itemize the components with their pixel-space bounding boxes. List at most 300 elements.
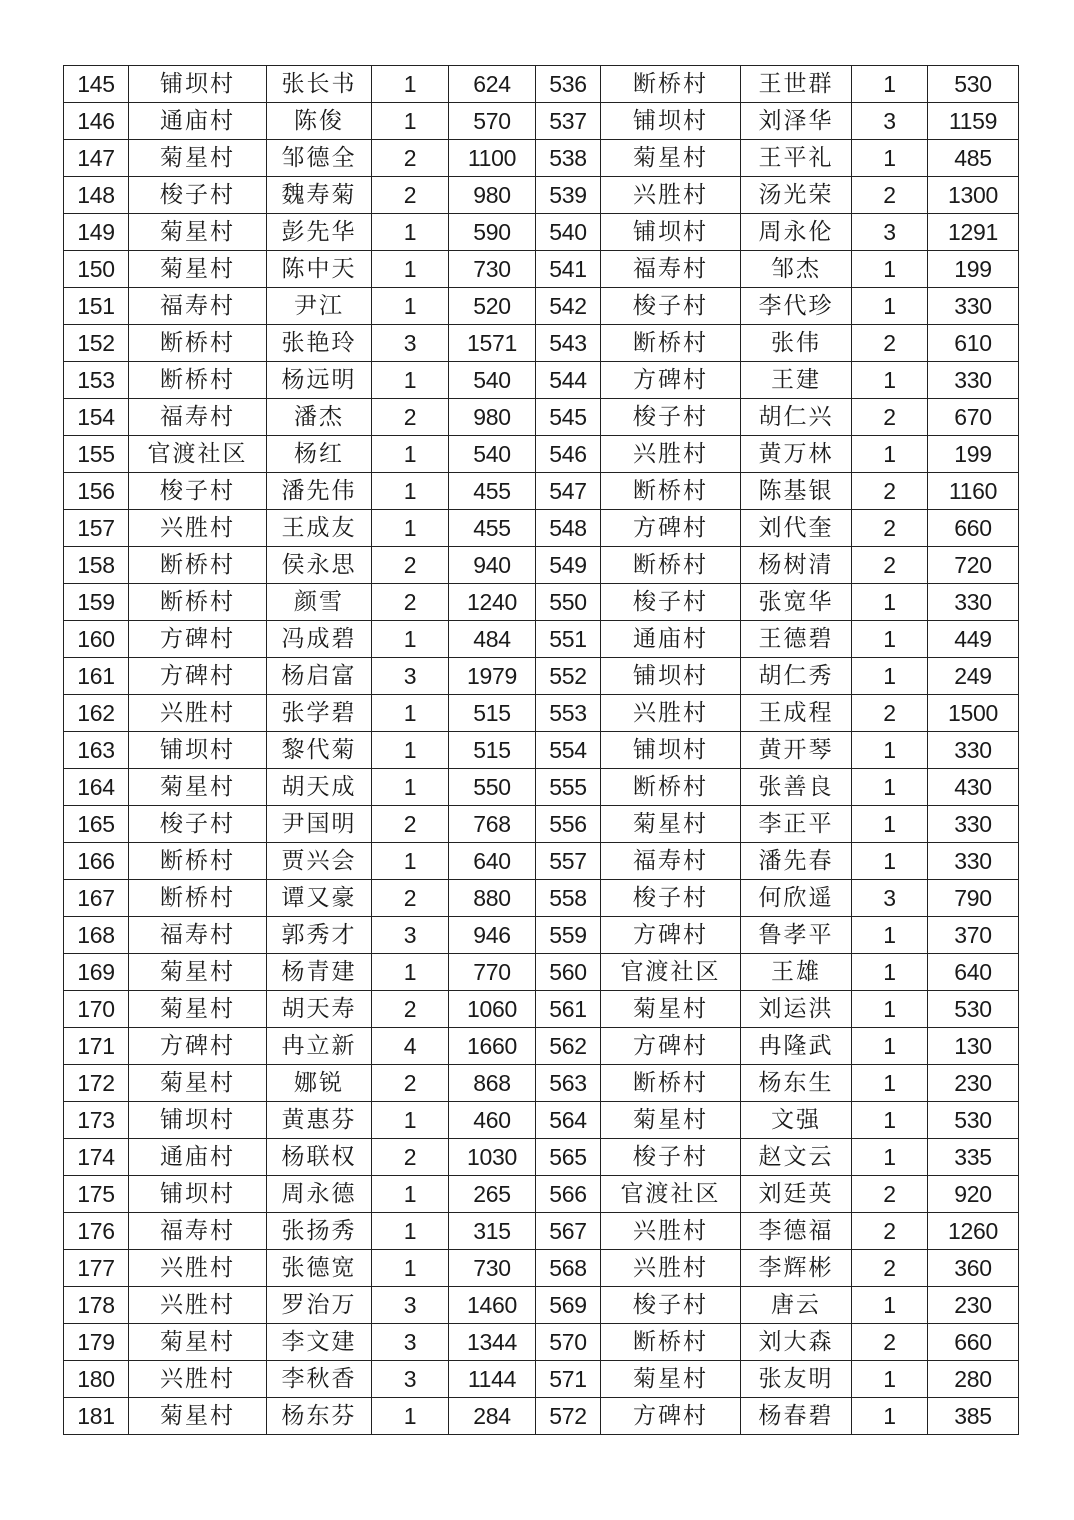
name-cell: 陈中天 bbox=[267, 251, 372, 288]
village-cell: 官渡社区 bbox=[129, 436, 267, 473]
household-count-cell: 1 bbox=[852, 140, 928, 177]
serial-cell: 549 bbox=[536, 547, 601, 584]
table-row bbox=[64, 325, 1019, 362]
name-cell: 潘杰 bbox=[267, 399, 372, 436]
table-row bbox=[64, 177, 1019, 214]
serial-cell: 181 bbox=[64, 1398, 129, 1435]
name-cell: 李代珍 bbox=[741, 288, 852, 325]
household-count-cell: 1 bbox=[852, 621, 928, 658]
amount-cell: 330 bbox=[928, 843, 1019, 880]
serial-cell: 162 bbox=[64, 695, 129, 732]
household-count-cell: 3 bbox=[372, 1287, 449, 1324]
name-cell: 王成友 bbox=[267, 510, 372, 547]
household-count-cell: 2 bbox=[372, 1065, 449, 1102]
village-cell: 铺坝村 bbox=[601, 103, 741, 140]
serial-cell: 562 bbox=[536, 1028, 601, 1065]
amount-cell: 1030 bbox=[449, 1139, 536, 1176]
village-cell: 梭子村 bbox=[129, 473, 267, 510]
table-row bbox=[64, 1287, 1019, 1324]
name-cell: 黄万林 bbox=[741, 436, 852, 473]
serial-cell: 178 bbox=[64, 1287, 129, 1324]
serial-cell: 561 bbox=[536, 991, 601, 1028]
amount-cell: 1571 bbox=[449, 325, 536, 362]
village-cell: 兴胜村 bbox=[601, 1213, 741, 1250]
serial-cell: 567 bbox=[536, 1213, 601, 1250]
name-cell: 李文建 bbox=[267, 1324, 372, 1361]
household-count-cell: 1 bbox=[852, 917, 928, 954]
household-count-cell: 2 bbox=[852, 1176, 928, 1213]
household-count-cell: 1 bbox=[852, 1139, 928, 1176]
amount-cell: 590 bbox=[449, 214, 536, 251]
household-count-cell: 1 bbox=[852, 954, 928, 991]
village-cell: 福寿村 bbox=[129, 288, 267, 325]
household-count-cell: 1 bbox=[372, 621, 449, 658]
serial-cell: 167 bbox=[64, 880, 129, 917]
village-cell: 方碑村 bbox=[129, 658, 267, 695]
name-cell: 张伟 bbox=[741, 325, 852, 362]
serial-cell: 147 bbox=[64, 140, 129, 177]
household-count-cell: 4 bbox=[372, 1028, 449, 1065]
name-cell: 彭先华 bbox=[267, 214, 372, 251]
serial-cell: 546 bbox=[536, 436, 601, 473]
household-count-cell: 1 bbox=[852, 732, 928, 769]
name-cell: 张宽华 bbox=[741, 584, 852, 621]
amount-cell: 730 bbox=[449, 1250, 536, 1287]
serial-cell: 176 bbox=[64, 1213, 129, 1250]
serial-cell: 152 bbox=[64, 325, 129, 362]
table-row bbox=[64, 1065, 1019, 1102]
village-cell: 断桥村 bbox=[601, 66, 741, 103]
amount-cell: 284 bbox=[449, 1398, 536, 1435]
serial-cell: 554 bbox=[536, 732, 601, 769]
serial-cell: 536 bbox=[536, 66, 601, 103]
household-count-cell: 1 bbox=[372, 473, 449, 510]
village-cell: 菊星村 bbox=[129, 214, 267, 251]
household-count-cell: 1 bbox=[852, 1287, 928, 1324]
amount-cell: 1144 bbox=[449, 1361, 536, 1398]
table-row bbox=[64, 991, 1019, 1028]
table-row bbox=[64, 436, 1019, 473]
village-cell: 铺坝村 bbox=[601, 658, 741, 695]
table-row bbox=[64, 1176, 1019, 1213]
household-count-cell: 1 bbox=[852, 436, 928, 473]
serial-cell: 161 bbox=[64, 658, 129, 695]
household-count-cell: 2 bbox=[372, 140, 449, 177]
amount-cell: 660 bbox=[928, 510, 1019, 547]
serial-cell: 154 bbox=[64, 399, 129, 436]
serial-cell: 160 bbox=[64, 621, 129, 658]
name-cell: 郭秀才 bbox=[267, 917, 372, 954]
household-count-cell: 1 bbox=[852, 66, 928, 103]
village-cell: 菊星村 bbox=[601, 140, 741, 177]
serial-cell: 544 bbox=[536, 362, 601, 399]
village-cell: 铺坝村 bbox=[601, 214, 741, 251]
serial-cell: 180 bbox=[64, 1361, 129, 1398]
amount-cell: 370 bbox=[928, 917, 1019, 954]
household-count-cell: 1 bbox=[372, 103, 449, 140]
household-count-cell: 1 bbox=[852, 991, 928, 1028]
table-row bbox=[64, 1139, 1019, 1176]
serial-cell: 148 bbox=[64, 177, 129, 214]
serial-cell: 172 bbox=[64, 1065, 129, 1102]
serial-cell: 540 bbox=[536, 214, 601, 251]
serial-cell: 550 bbox=[536, 584, 601, 621]
serial-cell: 539 bbox=[536, 177, 601, 214]
household-count-cell: 1 bbox=[852, 806, 928, 843]
name-cell: 尹江 bbox=[267, 288, 372, 325]
village-cell: 通庙村 bbox=[129, 1139, 267, 1176]
household-count-cell: 1 bbox=[372, 1213, 449, 1250]
household-count-cell: 2 bbox=[852, 473, 928, 510]
name-cell: 颜雪 bbox=[267, 584, 372, 621]
amount-cell: 520 bbox=[449, 288, 536, 325]
amount-cell: 360 bbox=[928, 1250, 1019, 1287]
serial-cell: 537 bbox=[536, 103, 601, 140]
serial-cell: 165 bbox=[64, 806, 129, 843]
household-count-cell: 1 bbox=[372, 1102, 449, 1139]
amount-cell: 484 bbox=[449, 621, 536, 658]
amount-cell: 980 bbox=[449, 399, 536, 436]
name-cell: 胡仁秀 bbox=[741, 658, 852, 695]
name-cell: 张友明 bbox=[741, 1361, 852, 1398]
amount-cell: 515 bbox=[449, 732, 536, 769]
serial-cell: 568 bbox=[536, 1250, 601, 1287]
serial-cell: 175 bbox=[64, 1176, 129, 1213]
name-cell: 刘大森 bbox=[741, 1324, 852, 1361]
serial-cell: 177 bbox=[64, 1250, 129, 1287]
village-cell: 兴胜村 bbox=[129, 695, 267, 732]
amount-cell: 1060 bbox=[449, 991, 536, 1028]
village-cell: 福寿村 bbox=[129, 399, 267, 436]
name-cell: 黄惠芬 bbox=[267, 1102, 372, 1139]
table-row bbox=[64, 103, 1019, 140]
table-row bbox=[64, 917, 1019, 954]
household-count-cell: 1 bbox=[852, 1398, 928, 1435]
amount-cell: 230 bbox=[928, 1065, 1019, 1102]
village-cell: 兴胜村 bbox=[129, 510, 267, 547]
serial-cell: 145 bbox=[64, 66, 129, 103]
table-row bbox=[64, 66, 1019, 103]
name-cell: 张扬秀 bbox=[267, 1213, 372, 1250]
amount-cell: 330 bbox=[928, 806, 1019, 843]
table-row bbox=[64, 584, 1019, 621]
village-cell: 方碑村 bbox=[601, 917, 741, 954]
village-cell: 菊星村 bbox=[129, 1065, 267, 1102]
household-count-cell: 1 bbox=[852, 288, 928, 325]
household-count-cell: 1 bbox=[372, 362, 449, 399]
household-count-cell: 3 bbox=[372, 325, 449, 362]
name-cell: 文强 bbox=[741, 1102, 852, 1139]
amount-cell: 315 bbox=[449, 1213, 536, 1250]
amount-cell: 330 bbox=[928, 732, 1019, 769]
household-count-cell: 1 bbox=[372, 1176, 449, 1213]
village-cell: 铺坝村 bbox=[601, 732, 741, 769]
table-row bbox=[64, 769, 1019, 806]
household-count-cell: 2 bbox=[372, 399, 449, 436]
household-count-cell: 1 bbox=[372, 732, 449, 769]
amount-cell: 1291 bbox=[928, 214, 1019, 251]
table-row bbox=[64, 1213, 1019, 1250]
amount-cell: 570 bbox=[449, 103, 536, 140]
serial-cell: 569 bbox=[536, 1287, 601, 1324]
serial-cell: 558 bbox=[536, 880, 601, 917]
serial-cell: 158 bbox=[64, 547, 129, 584]
serial-cell: 538 bbox=[536, 140, 601, 177]
name-cell: 张艳玲 bbox=[267, 325, 372, 362]
household-count-cell: 1 bbox=[372, 510, 449, 547]
serial-cell: 170 bbox=[64, 991, 129, 1028]
serial-cell: 166 bbox=[64, 843, 129, 880]
household-count-cell: 1 bbox=[372, 436, 449, 473]
household-count-cell: 2 bbox=[372, 991, 449, 1028]
household-count-cell: 2 bbox=[372, 806, 449, 843]
serial-cell: 159 bbox=[64, 584, 129, 621]
village-cell: 菊星村 bbox=[129, 991, 267, 1028]
amount-cell: 920 bbox=[928, 1176, 1019, 1213]
serial-cell: 171 bbox=[64, 1028, 129, 1065]
village-cell: 断桥村 bbox=[129, 843, 267, 880]
amount-cell: 1460 bbox=[449, 1287, 536, 1324]
serial-cell: 179 bbox=[64, 1324, 129, 1361]
village-cell: 兴胜村 bbox=[601, 1250, 741, 1287]
serial-cell: 169 bbox=[64, 954, 129, 991]
name-cell: 刘泽华 bbox=[741, 103, 852, 140]
table-row bbox=[64, 658, 1019, 695]
village-cell: 断桥村 bbox=[601, 547, 741, 584]
name-cell: 邹杰 bbox=[741, 251, 852, 288]
table-row bbox=[64, 1028, 1019, 1065]
table-row bbox=[64, 1102, 1019, 1139]
amount-cell: 1344 bbox=[449, 1324, 536, 1361]
name-cell: 杨远明 bbox=[267, 362, 372, 399]
amount-cell: 485 bbox=[928, 140, 1019, 177]
household-count-cell: 1 bbox=[372, 251, 449, 288]
name-cell: 鲁孝平 bbox=[741, 917, 852, 954]
name-cell: 杨东生 bbox=[741, 1065, 852, 1102]
village-cell: 方碑村 bbox=[601, 362, 741, 399]
amount-cell: 199 bbox=[928, 436, 1019, 473]
amount-cell: 530 bbox=[928, 66, 1019, 103]
serial-cell: 168 bbox=[64, 917, 129, 954]
village-cell: 福寿村 bbox=[601, 251, 741, 288]
serial-cell: 149 bbox=[64, 214, 129, 251]
serial-cell: 565 bbox=[536, 1139, 601, 1176]
village-cell: 断桥村 bbox=[601, 325, 741, 362]
name-cell: 周永伦 bbox=[741, 214, 852, 251]
village-cell: 菊星村 bbox=[601, 806, 741, 843]
household-count-cell: 1 bbox=[372, 214, 449, 251]
amount-cell: 1500 bbox=[928, 695, 1019, 732]
amount-cell: 460 bbox=[449, 1102, 536, 1139]
village-cell: 梭子村 bbox=[129, 177, 267, 214]
amount-cell: 265 bbox=[449, 1176, 536, 1213]
amount-cell: 550 bbox=[449, 769, 536, 806]
amount-cell: 230 bbox=[928, 1287, 1019, 1324]
name-cell: 胡天成 bbox=[267, 769, 372, 806]
village-cell: 菊星村 bbox=[129, 1324, 267, 1361]
name-cell: 黎代菊 bbox=[267, 732, 372, 769]
name-cell: 王德碧 bbox=[741, 621, 852, 658]
amount-cell: 1979 bbox=[449, 658, 536, 695]
name-cell: 张学碧 bbox=[267, 695, 372, 732]
household-count-cell: 1 bbox=[852, 1102, 928, 1139]
household-count-cell: 3 bbox=[372, 1361, 449, 1398]
name-cell: 杨树清 bbox=[741, 547, 852, 584]
table-row bbox=[64, 843, 1019, 880]
village-cell: 铺坝村 bbox=[129, 732, 267, 769]
name-cell: 李秋香 bbox=[267, 1361, 372, 1398]
table-row bbox=[64, 880, 1019, 917]
name-cell: 胡天寿 bbox=[267, 991, 372, 1028]
amount-cell: 130 bbox=[928, 1028, 1019, 1065]
serial-cell: 174 bbox=[64, 1139, 129, 1176]
amount-cell: 880 bbox=[449, 880, 536, 917]
amount-cell: 249 bbox=[928, 658, 1019, 695]
name-cell: 冯成碧 bbox=[267, 621, 372, 658]
village-cell: 断桥村 bbox=[601, 769, 741, 806]
household-count-cell: 1 bbox=[372, 954, 449, 991]
table-row bbox=[64, 1398, 1019, 1435]
village-cell: 断桥村 bbox=[129, 880, 267, 917]
table-row bbox=[64, 140, 1019, 177]
table-row bbox=[64, 251, 1019, 288]
household-count-cell: 2 bbox=[852, 1250, 928, 1287]
village-cell: 断桥村 bbox=[601, 1324, 741, 1361]
village-cell: 铺坝村 bbox=[129, 1176, 267, 1213]
name-cell: 谭又豪 bbox=[267, 880, 372, 917]
serial-cell: 151 bbox=[64, 288, 129, 325]
table-row bbox=[64, 214, 1019, 251]
village-cell: 断桥村 bbox=[129, 547, 267, 584]
village-cell: 官渡社区 bbox=[601, 1176, 741, 1213]
household-count-cell: 2 bbox=[372, 1139, 449, 1176]
amount-cell: 530 bbox=[928, 1102, 1019, 1139]
serial-cell: 551 bbox=[536, 621, 601, 658]
serial-cell: 559 bbox=[536, 917, 601, 954]
amount-cell: 385 bbox=[928, 1398, 1019, 1435]
village-cell: 菊星村 bbox=[129, 140, 267, 177]
name-cell: 王建 bbox=[741, 362, 852, 399]
name-cell: 张长书 bbox=[267, 66, 372, 103]
village-cell: 菊星村 bbox=[129, 251, 267, 288]
name-cell: 杨红 bbox=[267, 436, 372, 473]
amount-cell: 330 bbox=[928, 584, 1019, 621]
name-cell: 王世群 bbox=[741, 66, 852, 103]
amount-cell: 199 bbox=[928, 251, 1019, 288]
village-cell: 方碑村 bbox=[601, 1028, 741, 1065]
village-cell: 兴胜村 bbox=[129, 1287, 267, 1324]
amount-cell: 1159 bbox=[928, 103, 1019, 140]
household-count-cell: 3 bbox=[852, 214, 928, 251]
serial-cell: 146 bbox=[64, 103, 129, 140]
village-cell: 梭子村 bbox=[601, 1287, 741, 1324]
serial-cell: 155 bbox=[64, 436, 129, 473]
amount-cell: 530 bbox=[928, 991, 1019, 1028]
household-count-cell: 2 bbox=[372, 547, 449, 584]
village-cell: 菊星村 bbox=[601, 1102, 741, 1139]
village-cell: 菊星村 bbox=[129, 1398, 267, 1435]
amount-cell: 449 bbox=[928, 621, 1019, 658]
name-cell: 罗治万 bbox=[267, 1287, 372, 1324]
household-count-cell: 1 bbox=[372, 288, 449, 325]
table-row bbox=[64, 695, 1019, 732]
household-count-cell: 1 bbox=[852, 769, 928, 806]
name-cell: 周永德 bbox=[267, 1176, 372, 1213]
household-count-cell: 1 bbox=[852, 584, 928, 621]
village-cell: 梭子村 bbox=[601, 584, 741, 621]
name-cell: 张德宽 bbox=[267, 1250, 372, 1287]
village-cell: 菊星村 bbox=[129, 954, 267, 991]
name-cell: 杨春碧 bbox=[741, 1398, 852, 1435]
amount-cell: 335 bbox=[928, 1139, 1019, 1176]
amount-cell: 430 bbox=[928, 769, 1019, 806]
village-cell: 菊星村 bbox=[129, 769, 267, 806]
household-count-cell: 2 bbox=[852, 695, 928, 732]
amount-cell: 1160 bbox=[928, 473, 1019, 510]
household-count-cell: 1 bbox=[852, 1065, 928, 1102]
amount-cell: 946 bbox=[449, 917, 536, 954]
serial-cell: 548 bbox=[536, 510, 601, 547]
serial-cell: 541 bbox=[536, 251, 601, 288]
name-cell: 唐云 bbox=[741, 1287, 852, 1324]
household-count-cell: 2 bbox=[852, 1324, 928, 1361]
name-cell: 魏寿菊 bbox=[267, 177, 372, 214]
amount-cell: 790 bbox=[928, 880, 1019, 917]
household-count-cell: 3 bbox=[852, 880, 928, 917]
village-cell: 断桥村 bbox=[601, 473, 741, 510]
amount-cell: 770 bbox=[449, 954, 536, 991]
household-count-cell: 3 bbox=[372, 917, 449, 954]
serial-cell: 560 bbox=[536, 954, 601, 991]
amount-cell: 624 bbox=[449, 66, 536, 103]
village-cell: 菊星村 bbox=[601, 1361, 741, 1398]
table-row bbox=[64, 547, 1019, 584]
household-count-cell: 1 bbox=[372, 695, 449, 732]
name-cell: 杨联权 bbox=[267, 1139, 372, 1176]
village-cell: 兴胜村 bbox=[129, 1250, 267, 1287]
amount-cell: 1100 bbox=[449, 140, 536, 177]
table-row bbox=[64, 1250, 1019, 1287]
name-cell: 冉隆武 bbox=[741, 1028, 852, 1065]
name-cell: 杨青建 bbox=[267, 954, 372, 991]
household-count-cell: 1 bbox=[852, 251, 928, 288]
name-cell: 刘代奎 bbox=[741, 510, 852, 547]
serial-cell: 547 bbox=[536, 473, 601, 510]
village-cell: 断桥村 bbox=[129, 325, 267, 362]
serial-cell: 543 bbox=[536, 325, 601, 362]
name-cell: 杨东芬 bbox=[267, 1398, 372, 1435]
name-cell: 冉立新 bbox=[267, 1028, 372, 1065]
amount-cell: 670 bbox=[928, 399, 1019, 436]
amount-cell: 768 bbox=[449, 806, 536, 843]
village-cell: 断桥村 bbox=[129, 362, 267, 399]
amount-cell: 640 bbox=[449, 843, 536, 880]
household-count-cell: 1 bbox=[852, 1028, 928, 1065]
household-count-cell: 1 bbox=[372, 769, 449, 806]
serial-cell: 557 bbox=[536, 843, 601, 880]
household-count-cell: 3 bbox=[372, 1324, 449, 1361]
village-cell: 兴胜村 bbox=[601, 177, 741, 214]
household-count-cell: 2 bbox=[372, 177, 449, 214]
name-cell: 赵文云 bbox=[741, 1139, 852, 1176]
serial-cell: 553 bbox=[536, 695, 601, 732]
village-cell: 兴胜村 bbox=[601, 695, 741, 732]
village-cell: 梭子村 bbox=[601, 399, 741, 436]
village-cell: 梭子村 bbox=[129, 806, 267, 843]
serial-cell: 570 bbox=[536, 1324, 601, 1361]
name-cell: 刘运洪 bbox=[741, 991, 852, 1028]
household-count-cell: 2 bbox=[372, 584, 449, 621]
